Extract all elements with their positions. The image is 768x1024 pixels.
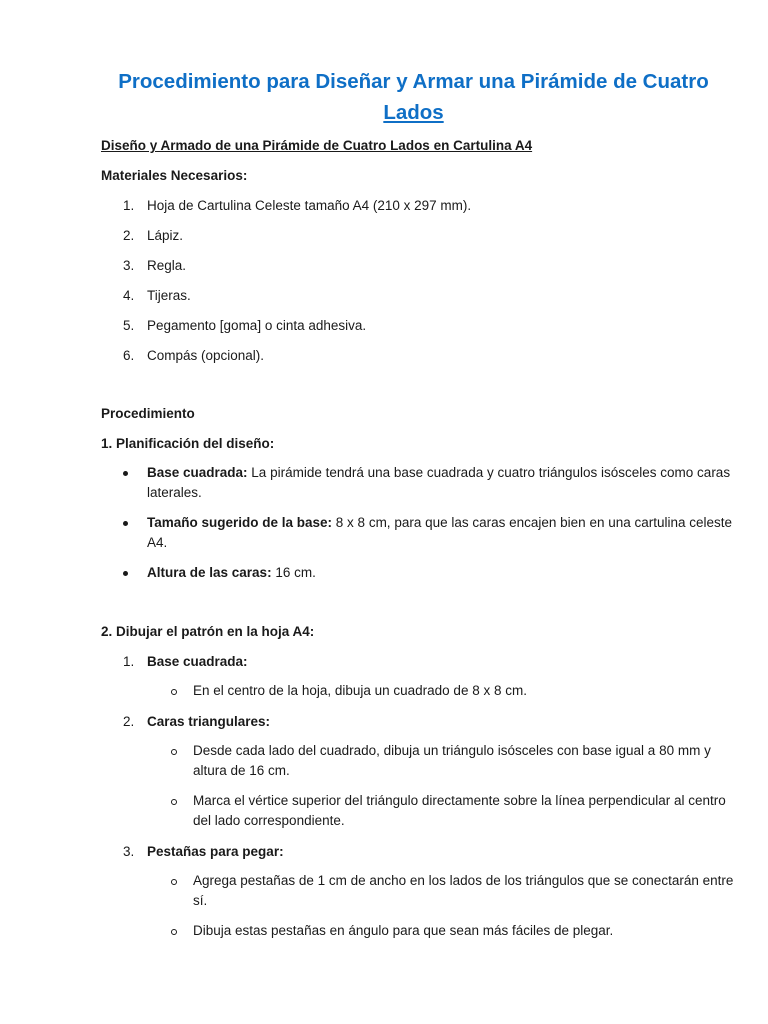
title-line-1: Procedimiento para Diseñar y Armar una Pirámide de Cuatro: [118, 70, 709, 93]
bullet-item: [101, 563, 734, 583]
list-number: 6.: [123, 348, 135, 363]
bullet-text: La pirámide tendrá una base cuadrada y cuatro triángulos isósceles como caras laterales.: [147, 465, 731, 500]
list-item: [101, 843, 734, 861]
materials-list: [101, 197, 734, 365]
list-item-label: Caras triangulares:: [147, 714, 271, 729]
bullet-item: [101, 513, 734, 553]
list-item: [101, 713, 734, 731]
sub-item: [101, 741, 734, 781]
list-item-label: Pestañas para pegar:: [147, 844, 284, 859]
list-number: 2.: [123, 228, 135, 243]
list-item-text: Lápiz.: [147, 228, 184, 243]
document-subtitle: Diseño y Armado de una Pirámide de Cuatro Lados en Cartulina A4: [101, 138, 533, 153]
list-item: [101, 347, 734, 365]
sub-item: [101, 921, 734, 941]
step2-list: [101, 713, 734, 731]
sub-item: [101, 791, 734, 831]
list-number: 3.: [123, 258, 135, 273]
hollow-bullet-icon: [171, 749, 177, 755]
procedure-heading: Procedimiento: [101, 406, 195, 421]
sub-list: [101, 741, 734, 831]
list-item: [101, 287, 734, 305]
page-title: [93, 66, 734, 128]
step1-heading: 1. Planificación del diseño:: [101, 436, 275, 451]
bullet-dot-icon: [123, 471, 128, 476]
list-item-label: Base cuadrada:: [147, 654, 248, 669]
list-number: 3.: [123, 844, 135, 859]
list-number: 1.: [123, 654, 135, 669]
bullet-text: 8 x 8 cm, para que las caras encajen bien en una cartulina celeste A4.: [147, 515, 733, 550]
sub-list: [101, 871, 734, 941]
bullet-text: 16 cm.: [271, 565, 316, 580]
list-number: 1.: [123, 198, 135, 213]
bullet-label: Base cuadrada:: [147, 465, 248, 480]
spacer: [101, 365, 734, 393]
sub-item-text: Desde cada lado del cuadrado, dibuja un triángulo isósceles con base igual a 80 mm y altura de 16 cm.: [193, 743, 711, 778]
sub-item-text: Marca el vértice superior del triángulo directamente sobre la línea perpendicular al centro del lado correspondiente.: [193, 793, 726, 828]
bullet-label: Altura de las caras:: [147, 565, 272, 580]
list-item-text: Hoja de Cartulina Celeste tamaño A4 (210 x 297 mm).: [147, 198, 472, 213]
list-number: 4.: [123, 288, 135, 303]
sub-item: [101, 681, 734, 701]
list-item-text: Tijeras.: [147, 288, 191, 303]
materials-heading: Materiales Necesarios:: [101, 168, 248, 183]
sub-list: [101, 681, 734, 701]
list-item: [101, 197, 734, 215]
list-item: [101, 227, 734, 245]
list-item: [101, 257, 734, 275]
list-item: [101, 317, 734, 335]
sub-item-text: Agrega pestañas de 1 cm de ancho en los lados de los triángulos que se conectarán entre sí.: [193, 873, 734, 908]
sub-item: [101, 871, 734, 911]
hollow-bullet-icon: [171, 689, 177, 695]
list-item-text: Compás (opcional).: [147, 348, 265, 363]
list-number: 2.: [123, 714, 135, 729]
bullet-label: Tamaño sugerido de la base:: [147, 515, 333, 530]
list-item-text: Pegamento [goma] o cinta adhesiva.: [147, 318, 367, 333]
bullet-dot-icon: [123, 571, 128, 576]
hollow-bullet-icon: [171, 799, 177, 805]
hollow-bullet-icon: [171, 929, 177, 935]
spacer: [101, 583, 734, 611]
step2-list: [101, 653, 734, 671]
bullet-item: [101, 463, 734, 503]
list-item: [101, 653, 734, 671]
bullet-dot-icon: [123, 521, 128, 526]
title-line-2: Lados: [383, 101, 444, 124]
step1-bullet-list: [101, 463, 734, 583]
sub-item-text: Dibuja estas pestañas en ángulo para que sean más fáciles de plegar.: [193, 923, 614, 938]
sub-item-text: En el centro de la hoja, dibuja un cuadrado de 8 x 8 cm.: [193, 683, 527, 698]
list-number: 5.: [123, 318, 135, 333]
step2-list: [101, 843, 734, 861]
hollow-bullet-icon: [171, 879, 177, 885]
list-item-text: Regla.: [147, 258, 187, 273]
step2-heading: 2. Dibujar el patrón en la hoja A4:: [101, 624, 315, 639]
